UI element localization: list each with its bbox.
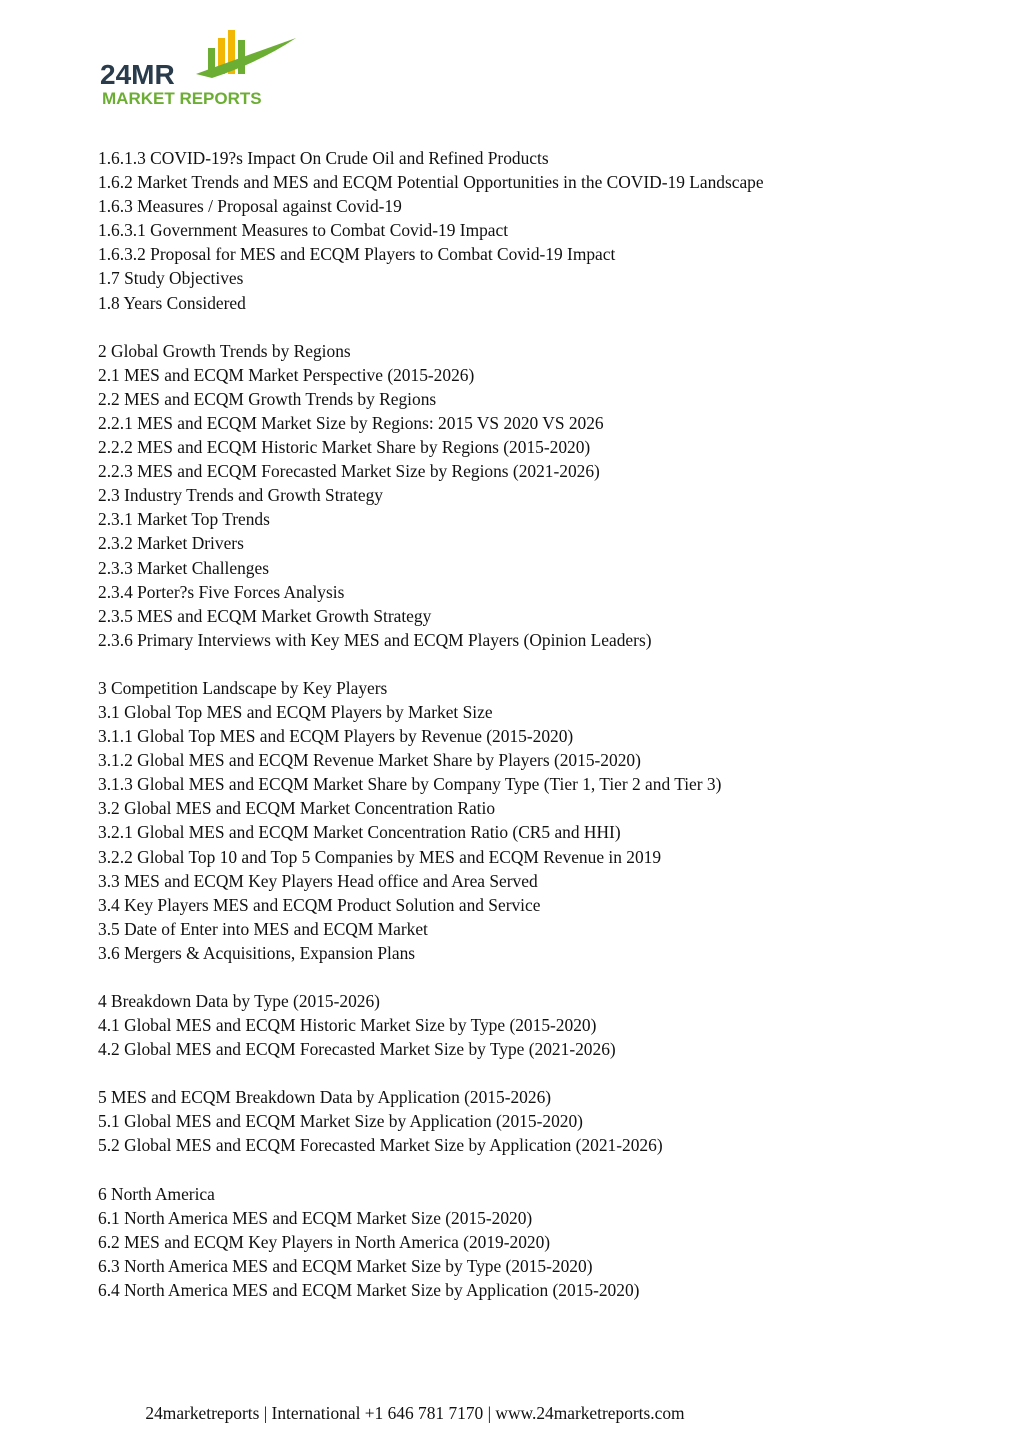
toc-entry: 4 Breakdown Data by Type (2015-2026) [98, 991, 380, 1011]
page-footer: 24marketreports | International +1 646 781 7170 | www.24marketreports.com [145, 1403, 685, 1423]
toc-entry: 3.1.2 Global MES and ECQM Revenue Market Share by Players (2015-2020) [98, 750, 641, 771]
toc-entry: 2.2.3 MES and ECQM Forecasted Market Size by Regions (2021-2026) [98, 461, 600, 482]
toc-entry: 3 Competition Landscape by Key Players [98, 677, 388, 698]
toc-section [98, 676, 958, 965]
toc-entry: 2.3.3 Market Challenges [98, 557, 269, 578]
toc-entry: 5 MES and ECQM Breakdown Data by Application (2015-2026) [98, 1087, 552, 1108]
toc-entry: 6.3 North America MES and ECQM Market Size by Type (2015-2020) [98, 1255, 593, 1276]
toc-entry: 3.1.1 Global Top MES and ECQM Players by Revenue (2015-2020) [98, 726, 574, 747]
toc-entry: 6 North America [98, 1183, 215, 1204]
toc-entry: 2.2 MES and ECQM Growth Trends by Regions [98, 388, 437, 409]
logo-graphic [100, 28, 310, 108]
toc-entry: 3.3 MES and ECQM Key Players Head office and Area Served [98, 870, 538, 891]
toc-entry: 1.6.3.1 Government Measures to Combat Covid-19 Impact [98, 220, 509, 241]
toc-entry: 2.3.6 Primary Interviews with Key MES and ECQM Players (Opinion Leaders) [98, 629, 652, 650]
toc-entry: 2 Global Growth Trends by Regions [98, 340, 351, 361]
toc-section [98, 339, 958, 652]
toc-entry: 2.3.5 MES and ECQM Market Growth Strategy [98, 605, 432, 626]
toc-entry: 5.1 Global MES and ECQM Market Size by Application (2015-2020) [98, 1111, 583, 1132]
toc-entry: 2.3.4 Porter?s Five Forces Analysis [98, 581, 345, 602]
toc-section [98, 1182, 958, 1302]
toc-entry: 6.2 MES and ECQM Key Players in North America (2019-2020) [98, 1231, 551, 1252]
toc-entry: 2.2.1 MES and ECQM Market Size by Regions: 2015 VS 2020 VS 2026 [98, 412, 604, 433]
toc-entry: 2.3.1 Market Top Trends [98, 509, 270, 530]
toc-entry: 1.6.3 Measures / Proposal against Covid-19 [98, 196, 402, 217]
toc-entry: 2.2.2 MES and ECQM Historic Market Share by Regions (2015-2020) [98, 437, 591, 458]
toc-section [98, 1085, 958, 1157]
toc-entry: 5.2 Global MES and ECQM Forecasted Market Size by Application (2021-2026) [98, 1135, 663, 1156]
toc-section [98, 146, 958, 315]
toc-entry: 3.2.1 Global MES and ECQM Market Concentration Ratio (CR5 and HHI) [98, 822, 621, 843]
toc-entry: 1.6.1.3 COVID-19?s Impact On Crude Oil and Refined Products [98, 148, 549, 168]
toc-entry: 3.1 Global Top MES and ECQM Players by Market Size [98, 701, 493, 722]
toc-entry: 1.6.2 Market Trends and MES and ECQM Potential Opportunities in the COVID-19 Landscape [98, 172, 764, 193]
toc-entry: 6.4 North America MES and ECQM Market Size by Application (2015-2020) [98, 1279, 640, 1300]
toc-entry: 3.2 Global MES and ECQM Market Concentration Ratio [98, 798, 496, 819]
table-of-contents [98, 146, 958, 1326]
toc-entry: 3.5 Date of Enter into MES and ECQM Market [98, 918, 428, 939]
toc-entry: 4.2 Global MES and ECQM Forecasted Market Size by Type (2021-2026) [98, 1039, 616, 1060]
logo-wordmark-bottom: MARKET REPORTS [102, 89, 262, 108]
toc-entry: 4.1 Global MES and ECQM Historic Market Size by Type (2015-2020) [98, 1015, 597, 1036]
toc-entry: 2.3.2 Market Drivers [98, 533, 244, 554]
toc-entry: 2.3 Industry Trends and Growth Strategy [98, 485, 384, 506]
toc-entry: 1.7 Study Objectives [98, 268, 244, 289]
toc-entry: 2.1 MES and ECQM Market Perspective (2015-2026) [98, 364, 475, 385]
company-logo [100, 28, 310, 108]
toc-entry: 3.2.2 Global Top 10 and Top 5 Companies by MES and ECQM Revenue in 2019 [98, 846, 662, 867]
toc-entry: 6.1 North America MES and ECQM Market Size (2015-2020) [98, 1207, 533, 1228]
toc-entry: 1.6.3.2 Proposal for MES and ECQM Players to Combat Covid-19 Impact [98, 244, 616, 265]
toc-section [98, 989, 958, 1061]
toc-entry: 3.1.3 Global MES and ECQM Market Share by Company Type (Tier 1, Tier 2 and Tier 3) [98, 774, 722, 795]
toc-entry: 3.4 Key Players MES and ECQM Product Solution and Service [98, 894, 541, 915]
logo-wordmark-top: 24MR [100, 59, 175, 90]
toc-entry: 3.6 Mergers & Acquisitions, Expansion Plans [98, 942, 416, 963]
toc-entry: 1.8 Years Considered [98, 292, 246, 313]
